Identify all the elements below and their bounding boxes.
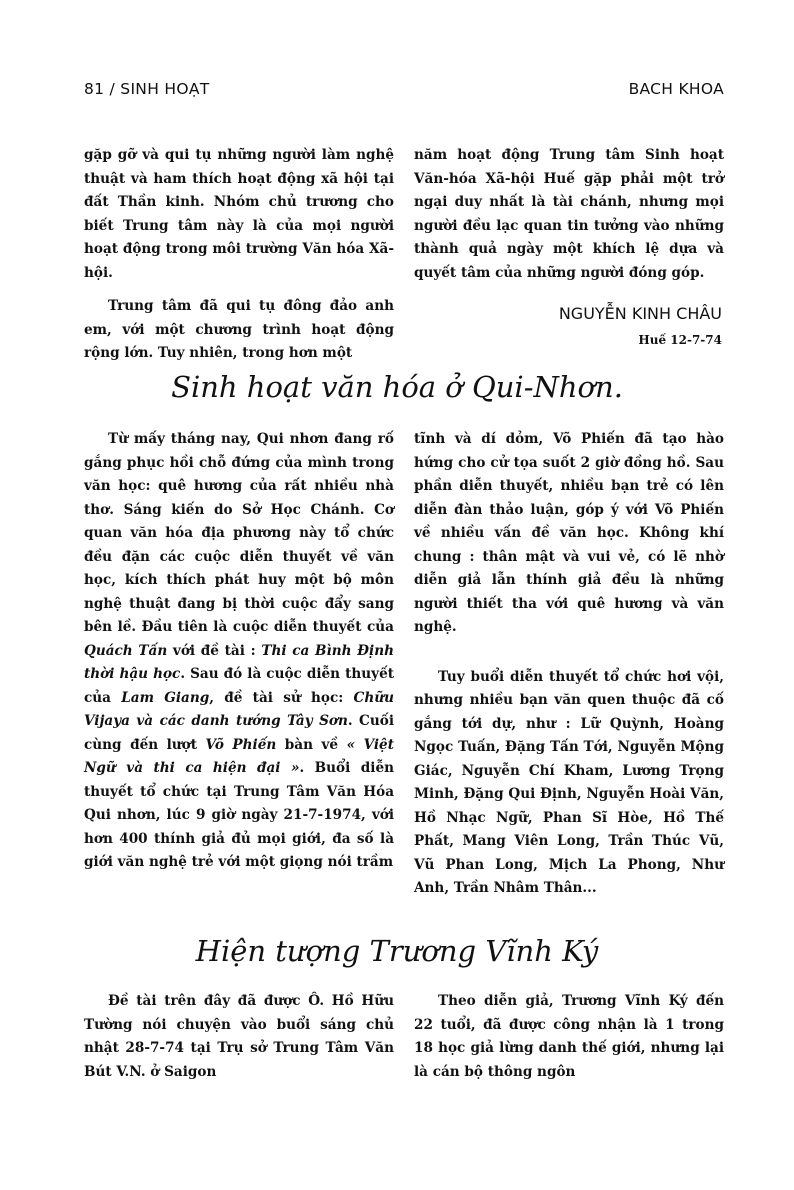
- author-name: Lam Giang: [121, 689, 210, 706]
- article1-paragraph: năm hoạt động Trung tâm Sinh hoạt Văn-hóa Xã-hội Huế gặp phải một trở ngại duy nhất là tài chánh, nhưng mọi người đều lạc quan tin tưởng vào những thành quả ngày một khích lệ dựa và quyết tâm của những người đóng góp.: [414, 147, 724, 281]
- article1-column-right: [414, 144, 724, 285]
- text-run: . Cuối cùng đến lượt: [84, 713, 394, 753]
- text-run: bàn về: [276, 736, 347, 753]
- article2-title: Sinh hoạt văn hóa ở Qui-Nhơn.: [171, 370, 623, 404]
- article3-paragraph: Theo diễn giả, Trương Vĩnh Ký đến 22 tuổi, đã được công nhận là 1 trong 18 học giả lừng danh thế giới, nhưng lại là cán bộ thông ngôn: [414, 993, 724, 1080]
- article3-column-right: [414, 990, 724, 1084]
- lecture-title: Chữu Vijaya và các danh tướng Tây Sơn: [84, 689, 395, 729]
- text-run: , đề tài sử học:: [209, 689, 354, 706]
- article1-column-left: [84, 144, 394, 366]
- article2-paragraph: Tuy buổi diễn thuyết tổ chức hơi vội, nhưng nhiều bạn văn quen thuộc đã cố gắng tới dự, như : Lữ Quỳnh, Hoàng Ngọc Tuấn, Đặng Tấn Tới, Nguyễn Mộng Giác, Nguyễn Chí Kham, Lương Trọng Minh, Đặng Qui Định, Nguyễn Hoài Văn, Hồ Nhạc Ngữ, Phan Sĩ Hòe, Hồ Thế Phất, Mang Viên Long, Trần Thúc Vũ, Vũ Phan Long, Mịch La Phong, Như Anh, Trần Nhâm Thân...: [414, 668, 724, 896]
- article3-column-left: [84, 990, 394, 1084]
- article3-paragraph: Đề tài trên đây đã được Ô. Hồ Hữu Tường nói chuyện vào buổi sáng chủ nhật 28-7-74 tại Trụ sở Trung Tâm Văn Bút V.N. ở Saigon: [84, 993, 394, 1080]
- lecture-title: « Việt Ngữ và thi ca hiện đại »: [84, 736, 394, 776]
- article2-paragraph: tĩnh và dí dỏm, Võ Phiến đã tạo hào hứng cho cử tọa suốt 2 giờ đồng hồ. Sau phần diễn thuyết, nhiều bạn trẻ có lên diễn đàn thảo luận, góp ý với Võ Phiến về nhiều vấn đề văn học. Không khí chung : thân mật và vui vẻ, có lẽ nhờ diễn giả lẫn thính giả đều là những người thiết tha với quê hương và văn nghệ.: [414, 431, 724, 635]
- text-run: Từ mấy tháng nay, Qui nhơn đang rố gắng phục hồi chỗ đứng của mình trong văn học: quê hương của rất nhiều nhà thơ. Sáng kiến do Sở Học Chánh. Cơ quan văn hóa địa phương này tổ chức đều đặn các cuộc diễn thuyết về văn học, kích thích phát huy một bộ môn nghệ thuật đang bị thời cuộc đẩy sang bên lề. Đầu tiên là cuộc diễn thuyết của: [84, 431, 394, 635]
- article2-column-left: [84, 428, 394, 875]
- text-run: . Buổi diễn thuyết tổ chức tại Trung Tâm Văn Hóa Qui nhơn, lúc 9 giờ ngày 21-7-1974, với hơn 400 thính giả đủ mọi giới, đa số là giới văn nghệ trẻ với một giọng nói trầm: [84, 760, 394, 870]
- text-run: . Sau đó là cuộc diễn thuyết của: [84, 666, 394, 706]
- running-header-right: BACH KHOA: [628, 80, 724, 98]
- article1-paragraph: gặp gỡ và qui tụ những người làm nghệ thuật và ham thích hoạt động xã hội tại đất Thần kinh. Nhóm chủ trương cho biết Trung tâm này là của mọi người hoạt động trong môi trường Văn hóa Xã-hội.: [84, 147, 394, 281]
- article1-date: Huế 12-7-74: [638, 333, 722, 347]
- text-run: với đề tài :: [167, 642, 262, 659]
- article1-signature: NGUYỄN KINH CHÂU: [558, 304, 722, 323]
- article2-column-right: [414, 428, 724, 901]
- lecture-title: Thi ca Bình Định thời hậu học: [84, 642, 394, 682]
- article1-paragraph: Trung tâm đã qui tụ đông đảo anh em, với một chương trình hoạt động rộng lớn. Tuy nhiên, trong hơn một: [84, 298, 394, 361]
- article3-title: Hiện tượng Trương Vĩnh Ký: [195, 934, 599, 968]
- author-name: Quách Tấn: [84, 642, 168, 659]
- author-name: Võ Phiến: [205, 736, 277, 753]
- running-header-left: 81 / SINH HOẠT: [84, 80, 210, 98]
- article2-paragraph: [84, 428, 394, 875]
